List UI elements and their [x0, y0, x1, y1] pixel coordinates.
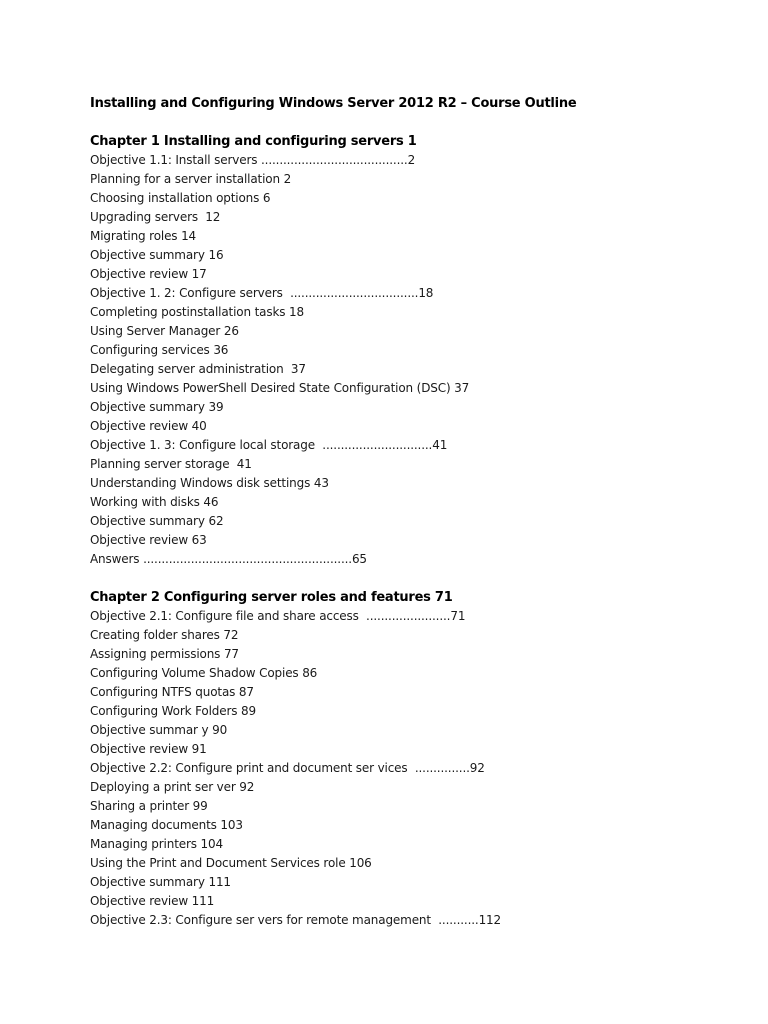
- toc-line: Objective review 111: [90, 894, 215, 908]
- toc-line: Objective 1.1: Install servers ........................................2: [90, 153, 416, 167]
- toc-line: Objective 2.1: Configure file and share access .......................71: [90, 609, 466, 623]
- toc-line: Objective 2.3: Configure ser vers for remote management ...........112: [90, 913, 502, 927]
- chapter-2: [90, 588, 730, 930]
- toc-line: Configuring NTFS quotas 87: [90, 685, 254, 699]
- toc-line: Objective review 17: [90, 267, 207, 281]
- toc-line: Objective 2.2: Configure print and document ser vices ...............92: [90, 761, 485, 775]
- toc-line: Objective summary 39: [90, 400, 224, 414]
- toc-line: Configuring Volume Shadow Copies 86: [90, 666, 318, 680]
- toc-line: Objective 1. 2: Configure servers ...................................18: [90, 286, 434, 300]
- toc-line: Completing postinstallation tasks 18: [90, 305, 305, 319]
- toc-line: Upgrading servers 12: [90, 210, 221, 224]
- toc-line: Objective summary 111: [90, 875, 231, 889]
- toc-line: Configuring services 36: [90, 343, 229, 357]
- chapter-1: [90, 132, 730, 569]
- toc-line: Objective review 40: [90, 419, 207, 433]
- document-title: Installing and Configuring Windows Server 2012 R2 – Course Outline: [90, 96, 577, 111]
- chapter-heading: Chapter 2 Configuring server roles and features 71: [90, 590, 453, 605]
- toc-line: Managing printers 104: [90, 837, 223, 851]
- toc-line: Creating folder shares 72: [90, 628, 239, 642]
- toc-line: Delegating server administration 37: [90, 362, 306, 376]
- toc-line: Planning server storage 41: [90, 457, 252, 471]
- toc-line: Using Windows PowerShell Desired State Configuration (DSC) 37: [90, 381, 470, 395]
- toc-line: Deploying a print ser ver 92: [90, 780, 255, 794]
- toc-line: Objective summary 62: [90, 514, 224, 528]
- toc-line: Choosing installation options 6: [90, 191, 271, 205]
- toc-line: Planning for a server installation 2: [90, 172, 292, 186]
- toc-line: Using Server Manager 26: [90, 324, 239, 338]
- toc-line: Answers .........................................................65: [90, 552, 367, 566]
- toc-line: Using the Print and Document Services role 106: [90, 856, 372, 870]
- toc-line: Working with disks 46: [90, 495, 219, 509]
- toc-line: Objective summary 16: [90, 248, 224, 262]
- chapter-1-toc-list: [90, 151, 730, 569]
- toc-line: Assigning permissions 77: [90, 647, 239, 661]
- chapter-2-toc-list: [90, 607, 730, 930]
- toc-line: Migrating roles 14: [90, 229, 197, 243]
- toc-line: Objective 1. 3: Configure local storage ..............................41: [90, 438, 448, 452]
- toc-line: Objective review 91: [90, 742, 207, 756]
- chapter-heading: Chapter 1 Installing and configuring servers 1: [90, 134, 417, 149]
- course-outline-page: [90, 94, 730, 930]
- toc-line: Sharing a printer 99: [90, 799, 208, 813]
- toc-line: Managing documents 103: [90, 818, 243, 832]
- toc-line: Objective summar y 90: [90, 723, 228, 737]
- toc-line: Configuring Work Folders 89: [90, 704, 256, 718]
- toc-line: Understanding Windows disk settings 43: [90, 476, 329, 490]
- toc-line: Objective review 63: [90, 533, 207, 547]
